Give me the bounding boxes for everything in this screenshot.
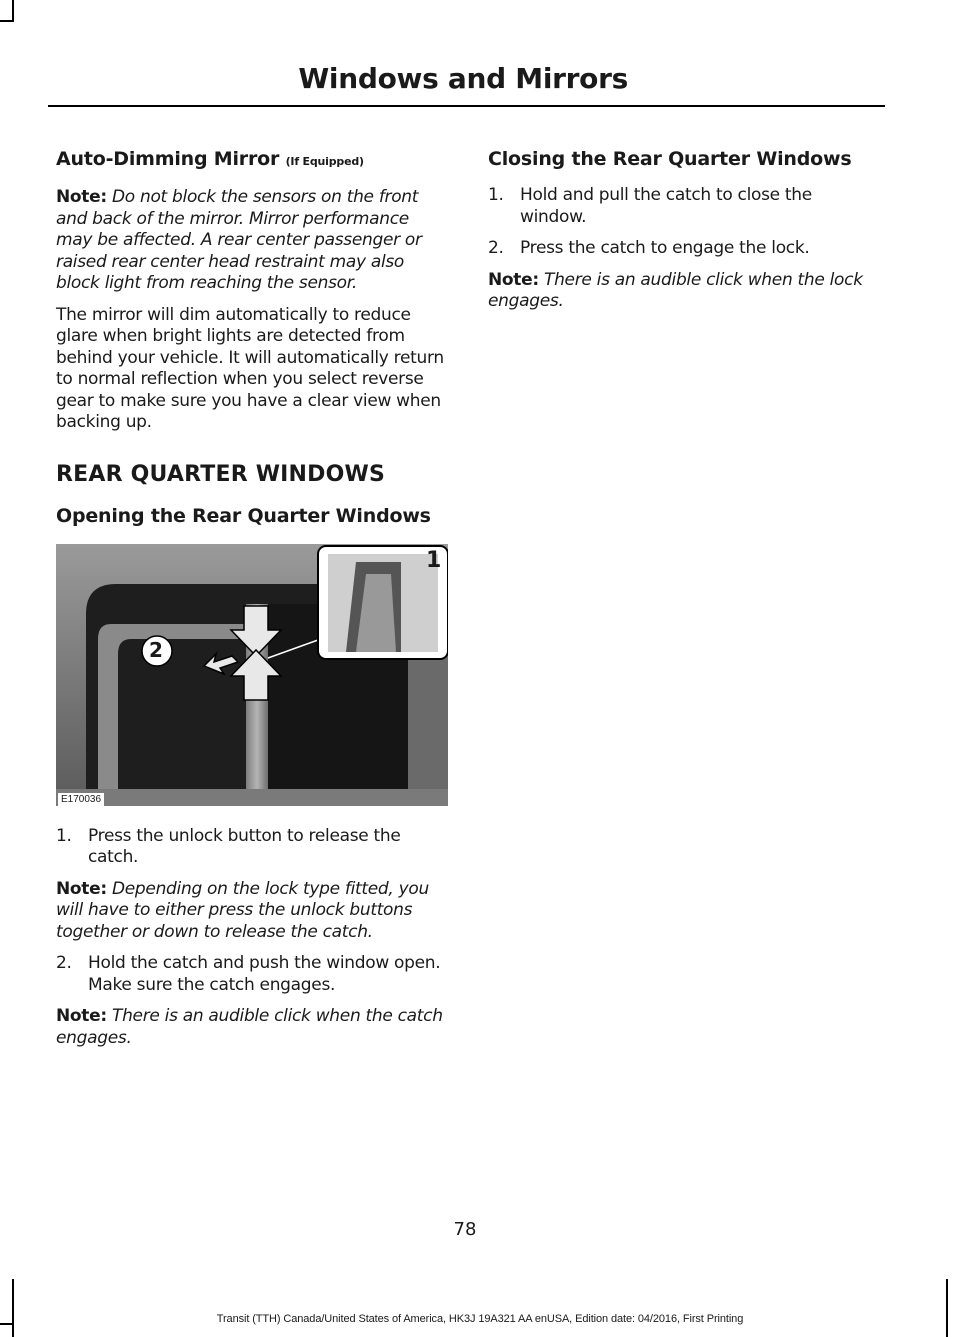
step-number: 2. [56,953,72,973]
rear-quarter-window-illustration [56,544,448,806]
note-label: Note: [56,187,107,207]
opening-steps-1 [56,826,448,869]
rear-quarter-windows-heading: REAR QUARTER WINDOWS [56,461,386,487]
callout-1-label: 1 [426,547,442,573]
page-header-title: Windows and Mirrors [298,62,628,95]
step-text: Press the unlock button to release the catch. [88,825,401,867]
window-catch-diagram [56,544,448,806]
footer-edition-info: Transit (TTH) Canada/United States of America, HK3J 19A321 AA enUSA, Edition date: 04/2016, First Printing [216,1313,744,1325]
note-text: Depending on the lock type fitted, you will have to either press the unlock buttons together or down to release the catch. [56,878,429,942]
step-text: Press the catch to engage the lock. [520,238,810,258]
opening-steps-2 [56,953,448,996]
crop-mark [12,1279,14,1337]
note-label: Note: [56,878,107,899]
note-lock-click [488,270,880,313]
note-lock-type [56,879,448,944]
auto-dimming-title: Auto-Dimming Mirror [56,148,280,170]
right-column [488,148,880,323]
page-number: 78 [453,1219,477,1240]
closing-heading: Closing the Rear Quarter Windows [488,148,852,170]
note-text: Do not block the sensors on the front and back of the mirror. Mirror performance may be affected. A rear center passenger or raised rear center head restraint may also block light from reaching the sensor. [56,187,422,293]
crop-mark [946,1279,948,1337]
callout-2-label: 2 [149,637,163,662]
list-item [488,238,880,260]
opening-heading: Opening the Rear Quarter Windows [56,504,431,527]
note-label: Note: [56,1006,107,1026]
list-item [488,185,880,228]
auto-dimming-body: The mirror will dim automatically to reduce glare when bright lights are detected from behind your vehicle. It will automatically return to normal reflection when you select reverse gear to make sure you have a clear view when backing up. [56,304,444,432]
crop-mark [0,20,14,22]
list-item [56,826,448,869]
note-sensors [56,187,448,295]
step-number: 1. [488,185,504,205]
step-text: Hold the catch and push the window open. Make sure the catch engages. [88,953,441,995]
note-text: There is an audible click when the lock engages. [488,269,863,311]
note-catch-click [56,1006,448,1049]
step-text: Hold and pull the catch to close the window. [520,185,812,227]
step-number: 1. [56,825,72,846]
left-column [56,148,448,1059]
if-equipped-qualifier: (If Equipped) [285,155,364,168]
header-divider [48,105,885,107]
auto-dimming-heading [56,148,448,173]
crop-mark [12,0,14,22]
list-item [56,953,448,996]
closing-steps [488,185,880,260]
note-label: Note: [488,269,539,290]
note-text: There is an audible click when the catch engages. [56,1006,443,1048]
step-number: 2. [488,238,504,258]
figure-code: E170036 [58,793,104,806]
